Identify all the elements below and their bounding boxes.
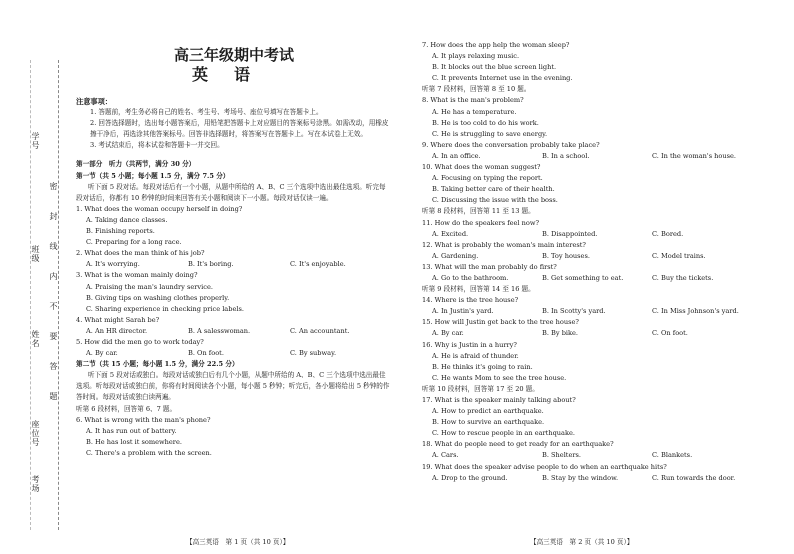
binding-label-student-id: 学号	[31, 132, 40, 150]
page-footer-left: 【高三英语 第 1 页（共 10 页）】	[186, 538, 290, 546]
answer-option: A. Excited.	[432, 229, 469, 238]
question-list	[76, 204, 392, 359]
answer-option: B. Stay by the window.	[542, 473, 619, 482]
question-stem: 15. How will Justin get back to the tree house?	[422, 318, 579, 327]
answer-option: A. Drop to the ground.	[432, 473, 508, 482]
answer-option: A. Gardening.	[432, 251, 479, 260]
answer-option: C. Model trains.	[652, 251, 706, 260]
fold-char-8: 题	[49, 392, 58, 401]
question-list	[76, 415, 392, 459]
answer-option: A. By car.	[86, 349, 118, 358]
option-row	[422, 251, 762, 262]
option-row	[76, 259, 392, 270]
answer-option: A. Taking dance classes.	[86, 215, 168, 224]
binding-label-class: 班级	[31, 245, 40, 263]
section2-intro: 听下面 5 段对话或独白。每段对话或独白后有几个小题，从题中所给的 A、B、C 三个选项中选出最佳选项。听每段对话或独白前，你将有时间阅读各个小题，每小题 5 秒钟；听完后，各小题将给出 5 秒钟的作答时间。每段对话或独白读两遍。	[76, 371, 390, 402]
answer-option: B. He thinks it's going to rain.	[432, 362, 533, 371]
question-stem: 16. Why is Justin in a hurry?	[422, 340, 517, 349]
answer-option: B. Disappointed.	[542, 229, 598, 238]
question-stem: 7. How does the app help the woman sleep?	[422, 41, 570, 49]
fold-char-1: 密	[49, 182, 58, 191]
section1-intro: 听下面 5 段对话。每段对话后有一个小题，从题中所给的 A、B、C 三个选项中选出最佳选项。听完每段对话后，你都有 10 秒钟的时间来回答有关小题和阅读下一小题。每段对话仅读一遍。	[76, 182, 386, 202]
question-stem: 18. What do people need to get ready for an earthquake?	[422, 440, 614, 449]
answer-option: C. It's enjoyable.	[290, 260, 346, 269]
answer-option: C. On foot.	[652, 329, 688, 338]
answer-option: C. An accountant.	[290, 326, 350, 335]
answer-option: B. Shelters.	[542, 451, 581, 460]
question-stem: 1. What does the woman occupy herself in doing?	[76, 204, 243, 213]
answer-option: C. There's a problem with the screen.	[86, 448, 212, 457]
option-row	[422, 151, 762, 162]
answer-option: C. Bored.	[652, 229, 684, 238]
question-stem: 8. What is the man's problem?	[422, 96, 524, 105]
answer-option: B. In Scotty's yard.	[542, 307, 606, 316]
answer-option: A. Go to the bathroom.	[432, 273, 509, 282]
question-stem: 2. What does the man think of his job?	[76, 249, 205, 258]
option-row	[76, 348, 392, 359]
part1-heading: 第一部分 听力（共两节，满分 30 分）	[76, 160, 196, 169]
answer-option: B. A salesswoman.	[188, 326, 251, 335]
answer-option: A. Cars.	[432, 451, 459, 460]
option-row	[76, 326, 392, 337]
page-footer-right: 【高三英语 第 2 页（共 10 页）】	[530, 538, 634, 546]
answer-option: B. He has lost it somewhere.	[86, 437, 182, 446]
notice-item: 3. 考试结束后，将本试卷和答题卡一并交回。	[90, 141, 224, 150]
answer-option: B. Get something to eat.	[542, 273, 624, 282]
fold-line-outer	[30, 60, 31, 530]
answer-option: C. Sharing experience in checking price labels.	[86, 304, 244, 313]
fold-char-3: 线	[49, 242, 58, 251]
answer-option: A. By car.	[432, 329, 464, 338]
answer-option: A. Focusing on typing the report.	[432, 174, 543, 183]
answer-option: C. Blankets.	[652, 451, 693, 460]
option-row	[422, 229, 762, 240]
group-instruction: 听第 7 段材料，回答第 8 至 10 题。	[422, 85, 531, 94]
question-stem: 13. What will the man probably do first?	[422, 262, 557, 271]
binding-strip	[0, 0, 72, 554]
answer-option: B. By bike.	[542, 329, 579, 338]
left-column	[76, 40, 392, 459]
subject-title: 英语	[191, 65, 276, 84]
option-row	[422, 273, 762, 284]
answer-option: B. He is too cold to do his work.	[432, 118, 539, 127]
answer-option: A. It's worrying.	[86, 260, 140, 269]
fold-char-5: 不	[49, 302, 58, 311]
answer-option: B. On foot.	[188, 349, 224, 358]
answer-option: B. Finishing reports.	[86, 227, 155, 236]
section2-heading: 第二节（共 15 小题；每小题 1.5 分，满分 22.5 分）	[76, 360, 239, 369]
answer-option: A. An HR director.	[86, 326, 148, 335]
answer-option: C. Buy the tickets.	[652, 273, 714, 282]
question-stem: 9. Where does the conversation probably take place?	[422, 140, 600, 149]
question-stem: 19. What does the speaker advise people to do when an earthquake hits?	[422, 462, 667, 471]
question-stem: 4. What might Sarah be?	[76, 315, 160, 324]
answer-option: C. How to rescue people in an earthquake.	[432, 429, 575, 438]
option-row	[422, 328, 762, 339]
fold-line-inner	[58, 60, 59, 530]
group-instruction: 听第 10 段材料，回答第 17 至 20 题。	[422, 384, 539, 393]
group-instruction: 听第 9 段材料，回答第 14 至 16 题。	[422, 285, 535, 294]
group-instruction: 听第 8 段材料，回答第 11 至 13 题。	[422, 207, 535, 216]
question-stem: 12. What is probably the woman's main interest?	[422, 240, 586, 249]
notice-item: 1. 答题前，考生务必将自己的姓名、考生号、考场号、座位号填写在答题卡上。	[90, 108, 323, 117]
fold-char-6: 要	[49, 332, 58, 341]
answer-option: C. By subway.	[290, 349, 337, 358]
answer-option: C. Run towards the door.	[652, 473, 736, 482]
question-stem: 6. What is wrong with the man's phone?	[76, 415, 211, 424]
fold-char-4: 内	[49, 272, 58, 281]
answer-option: B. It blocks out the blue screen light.	[432, 63, 557, 72]
answer-option: C. It prevents Internet use in the evening.	[432, 74, 573, 83]
answer-option: A. In an office.	[432, 151, 481, 160]
question-list	[422, 40, 762, 484]
answer-option: C. He wants Mom to see the tree house.	[432, 373, 567, 382]
answer-option: A. In Justin's yard.	[432, 307, 494, 316]
answer-option: C. Preparing for a long race.	[86, 238, 182, 247]
answer-option: B. Toy houses.	[542, 251, 590, 260]
notice-heading: 注意事项：	[76, 97, 112, 106]
answer-option: A. How to predict an earthquake.	[432, 407, 544, 416]
question-stem: 11. How do the speakers feel now?	[422, 218, 540, 227]
question-stem: 10. What does the woman suggest?	[422, 163, 541, 172]
exam-title: 高三年级期中考试	[173, 46, 294, 64]
answer-option: C. In Miss Johnson's yard.	[652, 307, 739, 316]
answer-option: B. It's boring.	[188, 260, 234, 269]
binding-label-name: 姓名	[31, 330, 40, 348]
answer-option: C. In the woman's house.	[652, 151, 737, 160]
answer-option: B. Giving tips on washing clothes properly.	[86, 293, 230, 302]
answer-option: A. He has a temperature.	[432, 107, 517, 116]
answer-option: C. Discussing the issue with the boss.	[432, 196, 558, 205]
question-stem: 17. What is the speaker mainly talking about?	[422, 396, 576, 404]
option-row	[422, 306, 762, 317]
section1-heading: 第一节（共 5 小题；每小题 1.5 分，满分 7.5 分）	[76, 171, 230, 180]
answer-option: A. It plays relaxing music.	[432, 52, 520, 61]
notice-item: 2. 回答选择题时，选出每小题答案后，用铅笔把答题卡上对应题目的答案标号涂黑。如需改动，用橡皮擦干净后，再选涂其他答案标号。回答非选择题时，将答案写在答题卡上。写在本试卷上无效。	[90, 119, 389, 139]
option-row	[422, 473, 762, 484]
question-stem: 14. Where is the tree house?	[422, 296, 519, 305]
answer-option: A. It has run out of battery.	[86, 426, 177, 435]
fold-char-2: 封	[49, 212, 58, 221]
answer-option: C. He is struggling to save energy.	[432, 129, 548, 138]
binding-label-exam-room: 考场	[31, 475, 40, 493]
question-stem: 5. How did the men go to work today?	[76, 337, 204, 346]
answer-option: A. He is afraid of thunder.	[432, 351, 519, 360]
answer-option: B. Taking better care of their health.	[432, 185, 555, 194]
fold-char-7: 答	[49, 362, 58, 371]
binding-label-seat: 座位号	[31, 420, 40, 447]
option-row	[422, 450, 762, 461]
right-column	[422, 40, 762, 484]
question-stem: 3. What is the woman mainly doing?	[76, 271, 198, 280]
group-instruction: 听第 6 段材料，回答第 6、7 题。	[76, 404, 177, 413]
answer-option: B. In a school.	[542, 151, 590, 160]
answer-option: B. How to survive an earthquake.	[432, 418, 545, 427]
answer-option: A. Praising the man's laundry service.	[86, 282, 213, 291]
